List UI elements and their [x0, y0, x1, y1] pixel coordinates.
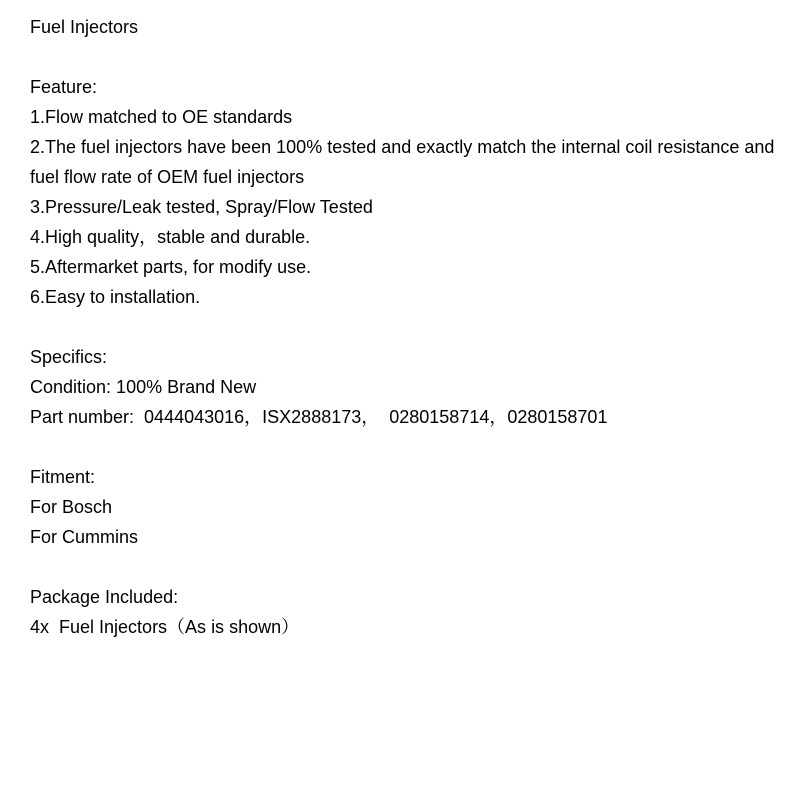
feature-item-3: 3.Pressure/Leak tested, Spray/Flow Tested	[30, 197, 373, 217]
section-specifics	[30, 342, 800, 432]
blank-line	[30, 42, 800, 72]
specifics-condition: Condition: 100% Brand New	[30, 377, 257, 397]
section-specifics-heading: Specifics:	[30, 347, 108, 367]
section-fitment-heading: Fitment:	[30, 467, 96, 487]
fitment-item-bosch: For Bosch	[30, 497, 113, 517]
blank-line	[30, 552, 800, 582]
page-title: Fuel Injectors	[30, 17, 139, 37]
feature-item-4: 4.High quality，stable and durable.	[30, 227, 311, 247]
feature-item-6: 6.Easy to installation.	[30, 287, 201, 307]
specifics-part-numbers: Part number: 0444043016，ISX2888173， 0280158714，0280158701	[30, 407, 608, 427]
section-fitment	[30, 462, 800, 552]
section-feature-heading: Feature:	[30, 77, 98, 97]
blank-line	[30, 432, 800, 462]
feature-item-2: 2.The fuel injectors have been 100% tested and exactly match the internal coil resistance and	[30, 137, 775, 157]
blank-line	[30, 312, 800, 342]
feature-item-5: 5.Aftermarket parts, for modify use.	[30, 257, 312, 277]
section-package-included	[30, 582, 800, 642]
feature-item-2-continued: fuel flow rate of OEM fuel injectors	[30, 167, 305, 187]
section-package-heading: Package Included:	[30, 587, 179, 607]
section-feature	[30, 72, 800, 312]
feature-item-1: 1.Flow matched to OE standards	[30, 107, 293, 127]
package-contents: 4x Fuel Injectors（As is shown）	[30, 617, 300, 637]
fitment-item-cummins: For Cummins	[30, 527, 139, 547]
